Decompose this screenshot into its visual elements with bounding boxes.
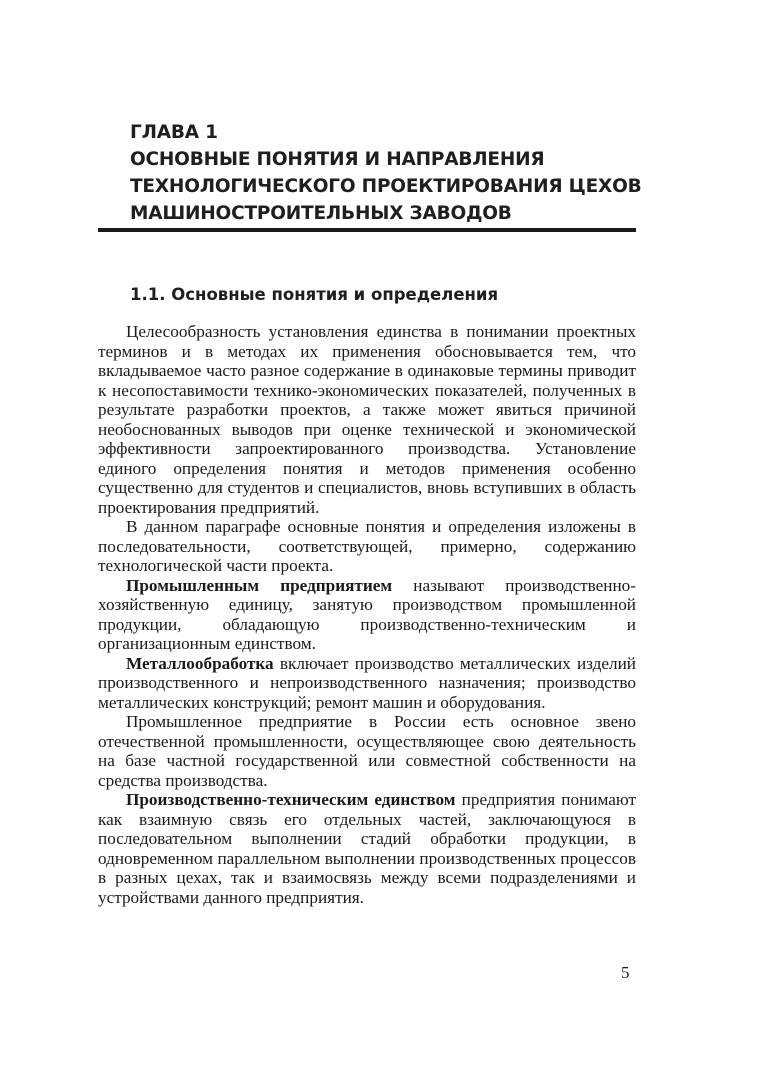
chapter-heading-line: ГЛАВА 1 — [130, 122, 218, 143]
paragraph — [98, 576, 636, 654]
paragraph — [98, 712, 636, 790]
chapter-heading-line: МАШИНОСТРОИТЕЛЬНЫХ ЗАВОДОВ — [130, 203, 512, 224]
paragraph-text: Промышленное предприятие в России есть основное звено отечественной промышленности, осуществляющее свою деятельность на базе частной государственной или совместной собственности на средства производства. — [98, 712, 636, 790]
chapter-heading — [130, 119, 650, 227]
term-bold: Промышленным предприятием — [126, 575, 393, 595]
paragraph — [98, 517, 636, 576]
paragraph-text: включает производство металлических изделий производственного и непроизводственного назначения; производство металлических конструкций; ремонт машин и оборудования. — [98, 653, 636, 712]
paragraph-text: предприятия понимают как взаимную связь его отдельных частей, заключающуюся в последовательном выполнении стадий обработки продукции, в одновременном параллельном выполнении производственных процессов в разных цехах, так и взаимосвязь между всеми подразделениями и устройствами данного предприятия. — [98, 790, 636, 907]
chapter-heading-line: ОСНОВНЫЕ ПОНЯТИЯ И НАПРАВЛЕНИЯ — [130, 149, 545, 170]
body-text — [98, 322, 636, 907]
section-title: 1.1. Основные понятия и определения — [130, 285, 499, 304]
heading-divider — [98, 228, 636, 232]
term-bold: Производственно-техническим единством — [126, 790, 456, 809]
paragraph — [98, 790, 636, 907]
term-bold: Металлообработка — [126, 653, 274, 673]
paragraph-text: называют производственно-хозяйственную единицу, занятую производством промышленной продукции, обладающую производственно-техническим и организационным единством. — [98, 575, 636, 653]
paragraph — [98, 322, 636, 517]
paragraph-text: Целесообразность установления единства в понимании проектных терминов и в методах их применения обосновывается тем, что вкладываемое часто разное содержание в одинаковые термины приводит к несопоставимости технико-экономических показателей, полученных в результате разработки проектов, а также может явиться причиной необоснованных выводов при оценке технической и экономической эффективности запроектированного производства. Установление единого определения понятия и методов применения особенно существенно для студентов и специалистов, вновь вступивших в область проектирования предприятий. — [98, 322, 636, 517]
page-number: 5 — [621, 963, 630, 982]
paragraph — [98, 654, 636, 713]
paragraph-text: В данном параграфе основные понятия и определения изложены в последовательности, соответствующей, примерно, содержанию технологической части проекта. — [98, 517, 636, 575]
chapter-heading-line: ТЕХНОЛОГИЧЕСКОГО ПРОЕКТИРОВАНИЯ ЦЕХОВ — [130, 176, 642, 197]
